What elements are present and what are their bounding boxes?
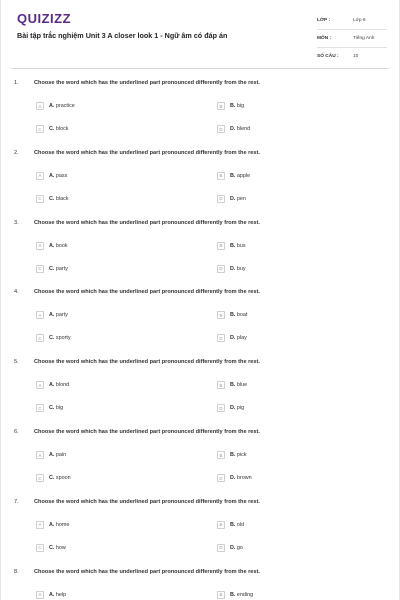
option-checkbox[interactable]: D bbox=[217, 195, 225, 203]
answer-option[interactable] bbox=[217, 310, 247, 320]
option-word: home bbox=[55, 521, 70, 528]
answer-option[interactable] bbox=[36, 124, 69, 134]
option-label bbox=[230, 335, 247, 341]
option-label bbox=[230, 196, 246, 202]
option-label bbox=[49, 266, 68, 272]
option-word: blond bbox=[55, 382, 70, 389]
meta-row-class bbox=[317, 12, 387, 30]
option-label bbox=[49, 405, 63, 411]
question-number: 1. bbox=[14, 80, 19, 86]
option-word: pen bbox=[236, 195, 246, 202]
option-checkbox[interactable]: C bbox=[36, 334, 44, 342]
question-number: 4. bbox=[14, 289, 19, 296]
answer-option[interactable] bbox=[217, 590, 253, 600]
option-word: block bbox=[55, 126, 69, 132]
answer-option[interactable] bbox=[36, 171, 67, 181]
option-letter: D. bbox=[230, 126, 236, 132]
option-checkbox[interactable]: B bbox=[217, 311, 225, 319]
option-word: apple bbox=[236, 172, 251, 179]
option-word: big bbox=[236, 103, 245, 109]
option-checkbox[interactable]: C bbox=[36, 265, 44, 273]
option-checkbox[interactable]: D bbox=[217, 474, 225, 482]
answer-option[interactable] bbox=[217, 380, 247, 390]
option-letter: A. bbox=[49, 312, 55, 319]
option-letter: C. bbox=[49, 126, 55, 132]
option-checkbox[interactable]: C bbox=[36, 474, 44, 482]
answer-option[interactable] bbox=[36, 101, 75, 111]
option-word: pig bbox=[236, 405, 245, 412]
option-label bbox=[49, 312, 68, 318]
option-word: pick bbox=[236, 452, 247, 458]
option-checkbox[interactable]: B bbox=[217, 102, 225, 110]
option-label bbox=[230, 545, 243, 551]
option-checkbox[interactable]: A bbox=[36, 521, 44, 529]
option-label bbox=[230, 452, 247, 458]
option-label bbox=[49, 382, 69, 388]
option-checkbox[interactable]: C bbox=[36, 195, 44, 203]
option-letter: A. bbox=[49, 382, 55, 389]
option-letter: B. bbox=[230, 452, 236, 458]
option-word: party bbox=[55, 265, 68, 272]
option-checkbox[interactable]: A bbox=[36, 451, 44, 459]
option-word: pain bbox=[55, 452, 67, 458]
answer-option[interactable] bbox=[36, 543, 66, 553]
option-letter: B. bbox=[230, 172, 236, 179]
question-number: 2. bbox=[14, 149, 19, 156]
answer-option[interactable] bbox=[36, 194, 69, 204]
option-label bbox=[49, 103, 75, 109]
answer-option[interactable] bbox=[36, 520, 69, 530]
option-letter: D. bbox=[230, 475, 236, 481]
option-checkbox[interactable]: A bbox=[36, 311, 44, 319]
option-label bbox=[230, 382, 247, 388]
option-word: play bbox=[236, 335, 247, 342]
option-label bbox=[230, 103, 244, 109]
option-letter: A. bbox=[49, 521, 55, 528]
meta-row-count bbox=[317, 48, 387, 65]
option-label bbox=[230, 592, 253, 598]
option-letter: A. bbox=[49, 242, 55, 249]
option-checkbox[interactable]: A bbox=[36, 591, 44, 599]
option-checkbox[interactable]: D bbox=[217, 125, 225, 133]
meta-key: MÔN : bbox=[317, 36, 332, 41]
option-label bbox=[49, 173, 67, 179]
option-label bbox=[230, 243, 246, 249]
option-label bbox=[49, 196, 69, 202]
question-number: 3. bbox=[14, 219, 19, 226]
option-checkbox[interactable]: A bbox=[36, 102, 44, 110]
option-checkbox[interactable]: D bbox=[217, 334, 225, 342]
option-label bbox=[230, 312, 247, 318]
option-label bbox=[49, 335, 71, 341]
option-checkbox[interactable]: C bbox=[36, 125, 44, 133]
option-letter: A. bbox=[49, 452, 55, 458]
option-word: boat bbox=[236, 312, 248, 319]
option-checkbox[interactable]: D bbox=[217, 404, 225, 412]
meta-panel bbox=[317, 12, 387, 65]
answer-option[interactable] bbox=[217, 101, 244, 111]
option-word: party bbox=[55, 312, 68, 319]
option-letter: D. bbox=[230, 405, 236, 412]
option-checkbox[interactable]: A bbox=[36, 172, 44, 180]
option-word: how bbox=[55, 544, 66, 551]
option-label bbox=[49, 243, 68, 249]
option-label bbox=[49, 592, 66, 598]
question-text: Choose the word which has the underlined part pronounced differently from the rest. bbox=[34, 289, 260, 296]
answer-option[interactable] bbox=[36, 241, 68, 251]
option-letter: B. bbox=[230, 242, 236, 249]
header-divider bbox=[11, 68, 389, 69]
option-word: old bbox=[236, 521, 245, 528]
meta-value: Lớp 6 bbox=[353, 18, 366, 23]
answer-option[interactable] bbox=[217, 194, 246, 204]
option-label bbox=[230, 266, 246, 272]
option-word: blend bbox=[236, 126, 251, 132]
meta-row-subject bbox=[317, 30, 387, 48]
page-title: Bài tập trắc nghiệm Unit 3 A closer look 1 - Ngữ âm có đáp án bbox=[17, 31, 228, 40]
answer-option[interactable] bbox=[36, 403, 63, 413]
answer-option[interactable] bbox=[217, 241, 246, 251]
answer-option[interactable] bbox=[217, 333, 247, 343]
option-label bbox=[230, 173, 250, 179]
option-word: help bbox=[55, 591, 67, 598]
option-label bbox=[49, 522, 69, 528]
question-text: Choose the word which has the underlined part pronounced differently from the rest. bbox=[34, 219, 260, 226]
question-text: Choose the word which has the underlined part pronounced differently from the rest. bbox=[34, 498, 260, 505]
option-letter: D. bbox=[230, 544, 236, 551]
answer-option[interactable] bbox=[217, 520, 244, 530]
option-checkbox[interactable]: B bbox=[217, 381, 225, 389]
question-number: 5. bbox=[14, 359, 19, 366]
option-word: sporty bbox=[55, 335, 71, 342]
option-word: blue bbox=[236, 382, 248, 389]
option-letter: B. bbox=[230, 521, 236, 528]
option-letter: B. bbox=[230, 312, 236, 319]
option-word: practice bbox=[55, 103, 75, 109]
option-checkbox[interactable]: C bbox=[36, 544, 44, 552]
option-checkbox[interactable]: C bbox=[36, 404, 44, 412]
option-checkbox[interactable]: A bbox=[36, 381, 44, 389]
option-letter: C. bbox=[49, 195, 55, 202]
option-label bbox=[230, 475, 252, 481]
option-word: brown bbox=[236, 475, 252, 481]
answer-option[interactable] bbox=[217, 264, 246, 274]
option-letter: C. bbox=[49, 475, 55, 481]
option-label bbox=[230, 405, 244, 411]
option-word: black bbox=[55, 195, 69, 202]
answer-option[interactable] bbox=[36, 450, 66, 460]
option-letter: B. bbox=[230, 382, 236, 389]
option-word: book bbox=[55, 242, 68, 249]
option-checkbox[interactable]: D bbox=[217, 265, 225, 273]
option-word: bus bbox=[236, 242, 246, 249]
option-word: big bbox=[55, 405, 64, 412]
option-letter: D. bbox=[230, 265, 236, 272]
option-checkbox[interactable]: B bbox=[217, 521, 225, 529]
option-letter: C. bbox=[49, 544, 55, 551]
option-label bbox=[49, 452, 66, 458]
answer-option[interactable] bbox=[36, 473, 71, 483]
question-text: Choose the word which has the underlined part pronounced differently from the rest. bbox=[34, 149, 260, 156]
option-letter: D. bbox=[230, 335, 236, 342]
option-letter: D. bbox=[230, 195, 236, 202]
answer-option[interactable] bbox=[217, 450, 247, 460]
question-text: Choose the word which has the underlined part pronounced differently from the rest. bbox=[34, 359, 260, 366]
question-number: 7. bbox=[14, 498, 19, 505]
quizizz-logo: QUIZIZZ bbox=[17, 11, 72, 26]
option-letter: A. bbox=[49, 591, 55, 598]
meta-value: 10 bbox=[353, 54, 359, 59]
option-label bbox=[49, 545, 66, 551]
answer-option[interactable] bbox=[217, 171, 250, 181]
option-label bbox=[49, 475, 71, 481]
option-letter: B. bbox=[230, 591, 236, 598]
option-checkbox[interactable]: D bbox=[217, 544, 225, 552]
option-checkbox[interactable]: A bbox=[36, 242, 44, 250]
option-letter: C. bbox=[49, 405, 55, 412]
option-letter: C. bbox=[49, 265, 55, 272]
question-text: Choose the word which has the underlined part pronounced differently from the rest. bbox=[34, 568, 260, 575]
meta-key: LỚP : bbox=[317, 18, 331, 23]
option-word: pass bbox=[55, 172, 68, 179]
option-label bbox=[230, 522, 244, 528]
option-checkbox[interactable]: B bbox=[217, 172, 225, 180]
meta-value: Tiếng Anh bbox=[353, 36, 375, 41]
meta-key: SỐ CÂU : bbox=[317, 54, 339, 59]
option-letter: A. bbox=[49, 172, 55, 179]
answer-option[interactable] bbox=[36, 590, 66, 600]
option-label bbox=[230, 126, 250, 132]
option-letter: C. bbox=[49, 335, 55, 342]
answer-option[interactable] bbox=[217, 473, 252, 483]
question-number: 6. bbox=[14, 429, 19, 435]
answer-option[interactable] bbox=[36, 333, 71, 343]
question-text: Choose the word which has the underlined part pronounced differently from the rest. bbox=[34, 429, 260, 435]
option-word: buy bbox=[236, 265, 246, 272]
answer-option[interactable] bbox=[36, 380, 69, 390]
answer-option[interactable] bbox=[36, 310, 68, 320]
question-number: 8. bbox=[14, 568, 19, 575]
answer-option[interactable] bbox=[217, 124, 250, 134]
option-checkbox[interactable]: B bbox=[217, 591, 225, 599]
option-word: ending bbox=[236, 591, 254, 598]
option-word: go bbox=[236, 544, 243, 551]
option-letter: B. bbox=[230, 103, 236, 109]
option-word: spoon bbox=[55, 475, 71, 481]
answer-option[interactable] bbox=[36, 264, 68, 274]
option-label bbox=[49, 126, 69, 132]
option-checkbox[interactable]: B bbox=[217, 242, 225, 250]
answer-option[interactable] bbox=[217, 403, 244, 413]
question-text: Choose the word which has the underlined part pronounced differently from the rest. bbox=[34, 80, 260, 86]
answer-option[interactable] bbox=[217, 543, 243, 553]
option-checkbox[interactable]: B bbox=[217, 451, 225, 459]
option-letter: A. bbox=[49, 103, 55, 109]
